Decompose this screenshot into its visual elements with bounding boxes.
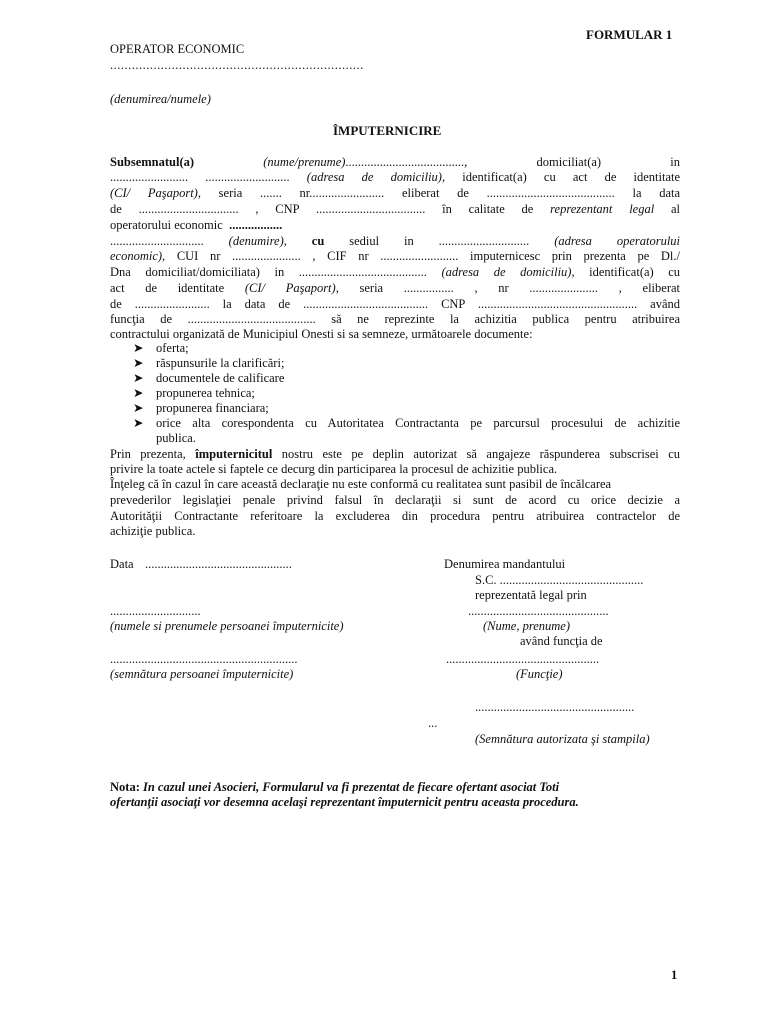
nota-label: Nota: <box>110 780 140 794</box>
para2-line-2: privire la toate actele si faptele ce decurg din participarea la procesul de achizitie publica. <box>110 462 558 476</box>
para3-line-4: achiziţie publica. <box>110 524 196 538</box>
body-line-9: act de identitate (CI/ Paşaport), seria ................ , nr ...................... , eliberat <box>110 281 681 295</box>
signature-dots-left: ............................................................ <box>110 652 298 666</box>
body-line-8: Dna domiciliat/domiciliata) in ......................................... (adresa de domiciliu), identificat(a) cu <box>110 265 681 279</box>
body-line-10: de ........................ la data de ........................................ CNP ................................................... având <box>110 297 681 311</box>
body-line-11: funcţia de ......................................... să ne reprezinte la achizitia publica pentru atribuirea <box>110 312 681 326</box>
body-line-6: .............................. (denumire), cu sediul in ............................. (adresa operatorului <box>110 234 681 248</box>
nota-line-2: ofertanţii asociaţi vor desemna acelaşi reprezentant împuternicit pentru aceasta procedura. <box>110 795 579 809</box>
arrow-bullet-icon: ➤ <box>133 401 144 415</box>
body-line-3: (CI/ Paşaport), seria ....... nr........................ eliberat de ......................................... la data <box>110 186 681 200</box>
name-dots-left: ............................. <box>110 604 201 618</box>
body-line-4: de ................................ , CNP ................................... în calitate de reprezentant legal al <box>110 202 681 216</box>
nota-line-1: Nota: In cazul unei Asocieri, Formularul va fi prezentat de fiecare ofertant asociat Toti <box>110 780 560 794</box>
sc-field: S.C. .............................................. <box>475 573 644 587</box>
para3-line-2: prevederilor legislaţiei penale privind falsul în declaraţii si sunt de acord cu orice decizie a <box>110 493 680 507</box>
list-item: propunerea tehnica; <box>156 386 255 400</box>
list-item: documentele de calificare <box>156 371 285 385</box>
data-label: Data <box>110 557 134 571</box>
para3-line-3: Autorităţii Contractante referitoare la excluderea din procedura pentru atribuirea contractelor de <box>110 509 680 523</box>
arrow-bullet-icon: ➤ <box>133 341 144 355</box>
reprezentata-label: reprezentată legal prin <box>475 588 587 602</box>
data-dots: ............................................... <box>145 557 292 571</box>
caption-stamp: (Semnătura autorizata şi stampila) <box>475 732 650 746</box>
body-line-2: ......................... ........................... (adresa de domiciliu), identificat(a) cu act de identitate <box>110 170 681 184</box>
page-title: ÎMPUTERNICIRE <box>333 123 442 138</box>
subsemnatul-label: Subsemnatul(a) <box>110 155 195 169</box>
operator-dots: ...................................................................... <box>110 58 364 72</box>
arrow-bullet-icon: ➤ <box>133 356 144 370</box>
operator-label: OPERATOR ECONOMIC <box>110 42 245 56</box>
function-dots-right: ................................................. <box>446 652 600 666</box>
mandant-label: Denumirea mandantului <box>444 557 566 571</box>
para3-line-1: Înţeleg că în cazul în care această declaraţie nu este conformă cu realitatea sunt pasibil de încălcarea <box>110 477 612 491</box>
stamp-dots: ................................................... <box>475 700 635 714</box>
list-item: răspunsurile la clarificări; <box>156 356 285 370</box>
list-item: orice alta corespondenta cu Autoritatea Contractanta pe parcursul procesului de achizitie <box>156 416 680 430</box>
caption-signature-left: (semnătura persoanei împuternicite) <box>110 667 294 681</box>
operator-caption: (denumirea/numele) <box>110 92 211 106</box>
caption-name-left: (numele si prenumele persoanei împuternicite) <box>110 619 344 633</box>
list-item-continuation: publica. <box>156 431 196 445</box>
list-item: oferta; <box>156 341 189 355</box>
arrow-bullet-icon: ➤ <box>133 416 144 430</box>
body-line-1: Subsemnatul(a) (nume/prenume)......................................, domiciliat(a) in <box>110 155 681 169</box>
form-label: FORMULAR 1 <box>586 27 673 42</box>
page-number: 1 <box>671 968 678 982</box>
caption-function-right: (Funcţie) <box>516 667 563 681</box>
arrow-bullet-icon: ➤ <box>133 386 144 400</box>
body-line-7: economic), CUI nr ...................... , CIF nr ......................... imputernicesc prin prezenta pe Dl./ <box>110 249 680 263</box>
name-dots-right: ............................................. <box>468 604 609 618</box>
arrow-bullet-icon: ➤ <box>133 371 144 385</box>
stamp-dots-cont: ... <box>428 716 438 730</box>
para2-line-1: Prin prezenta, împuternicitul nostru este pe deplin autorizat să angajeze răspunderea subscrisei cu <box>110 447 681 461</box>
list-item: propunerea financiara; <box>156 401 269 415</box>
body-line-12: contractului organizată de Municipiul Onesti si sa semneze, următoarele documente: <box>110 327 533 341</box>
caption-name-right: (Nume, prenume) <box>483 619 571 633</box>
avand-functia-label: având funcţia de <box>520 634 603 648</box>
body-line-5: operatorului economic ................. <box>110 218 283 232</box>
